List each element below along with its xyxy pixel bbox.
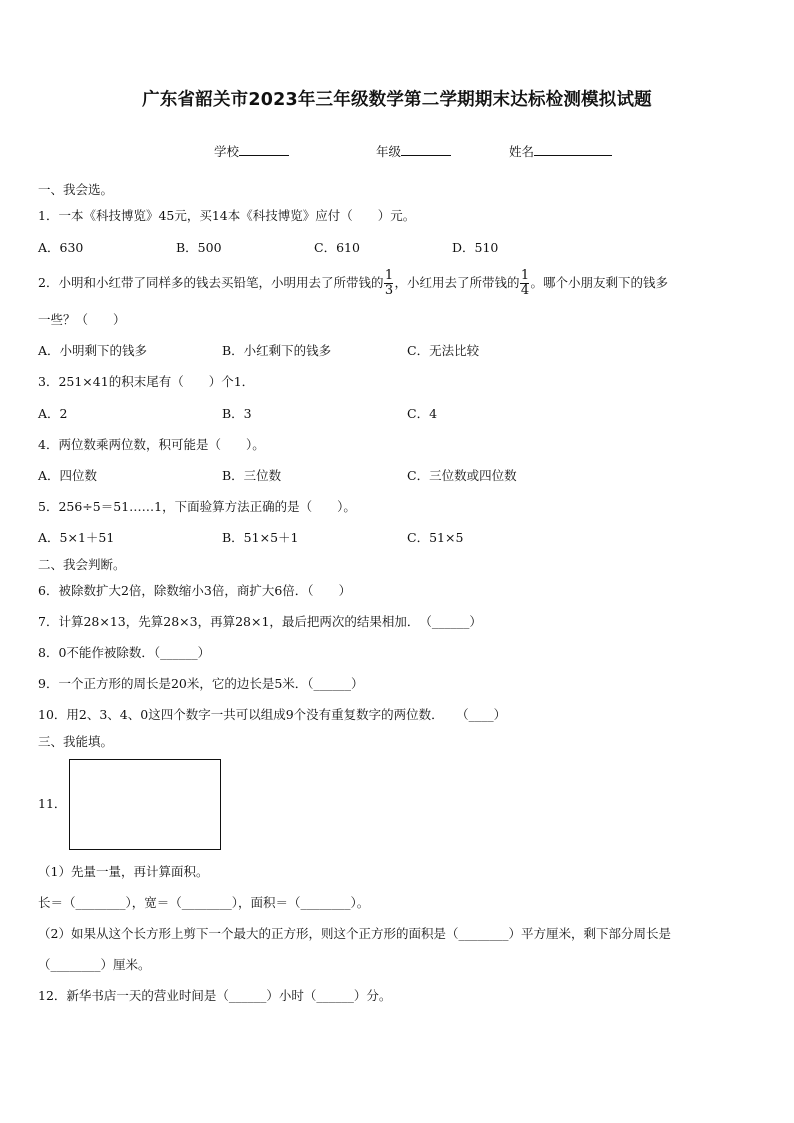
question-11-part-1: （1）先量一量，再计算面积。 [38,864,209,879]
question-10: 10．用2、3、4、0这四个数字一共可以组成9个没有重复数字的两位数． （____） [38,707,507,722]
section-2-heading: 二、我会判断。 [38,557,126,572]
grade-blank[interactable] [401,142,451,156]
fraction-one-third: $\frac{1}{3}$ [384,268,394,298]
grade-label: 年级 [376,144,402,159]
question-11-part-1-answers: 长＝（________），宽＝（________），面积＝（________）。 [38,895,370,910]
option-c[interactable]: C．4 [407,406,438,421]
question-2-text-a: 2．小明和小红带了同样多的钱去买铅笔，小明用去了所带钱的 [38,275,384,290]
option-d[interactable]: D．510 [452,240,499,255]
question-7: 7．计算28×13，先算28×3，再算28×1，最后把两次的结果相加． （______） [38,614,482,629]
question-11-label: 11． [38,796,67,811]
option-b[interactable]: B．51×5＋1 [222,530,299,545]
question-2-text-c: 。哪个小朋友剩下的钱多 [530,275,668,290]
question-3: 3．251×41的积末尾有（ ）个1． [38,374,255,389]
question-1: 1．一本《科技博览》45元，买14本《科技博览》应付（ ）元。 [38,208,416,223]
option-a[interactable]: A．四位数 [38,468,98,483]
question-11-part-2-cont: （________）厘米。 [38,957,151,972]
grade-field[interactable] [376,142,451,160]
name-label: 姓名 [509,144,535,159]
option-b[interactable]: B．小红剩下的钱多 [222,343,332,358]
section-1-heading: 一、我会选。 [38,182,114,197]
school-field[interactable] [214,142,289,160]
name-blank[interactable] [534,142,612,156]
option-b[interactable]: B．3 [222,406,252,421]
fraction-one-fourth: $\frac{1}{4}$ [520,268,530,298]
option-c[interactable]: C．610 [314,240,360,255]
option-c[interactable]: C．三位数或四位数 [407,468,517,483]
name-field[interactable] [509,142,612,160]
option-a[interactable]: A．630 [38,240,84,255]
question-2 [38,268,668,298]
option-a[interactable]: A．2 [38,406,68,421]
question-12: 12．新华书店一天的营业时间是（______）小时（______）分。 [38,988,392,1003]
option-c[interactable]: C．无法比较 [407,343,480,358]
question-2-text-b: ，小红用去了所带钱的 [394,275,520,290]
rectangle-figure [69,759,221,850]
school-blank[interactable] [239,142,289,156]
question-2-cont: 一些？（ ） [38,312,126,327]
question-8: 8．0不能作被除数．（______） [38,645,211,660]
section-3-heading: 三、我能填。 [38,734,114,749]
school-label: 学校 [214,144,240,159]
option-c[interactable]: C．51×5 [407,530,464,545]
option-a[interactable]: A．小明剩下的钱多 [38,343,148,358]
question-9: 9．一个正方形的周长是20米，它的边长是5米．（______） [38,676,364,691]
question-11-part-2: （2）如果从这个长方形上剪下一个最大的正方形，则这个正方形的面积是（________）平方厘米，剩下部分周长是 [38,926,671,941]
question-6: 6．被除数扩大2倍，除数缩小3倍，商扩大6倍．（ ） [38,583,352,598]
question-5: 5．256÷5＝51……1，下面验算方法正确的是（ ）。 [38,499,356,514]
option-a[interactable]: A．5×1＋51 [38,530,115,545]
option-b[interactable]: B．三位数 [222,468,282,483]
page-title: 广东省韶关市2023年三年级数学第二学期期末达标检测模拟试题 [142,90,652,110]
question-4: 4．两位数乘两位数，积可能是（ ）。 [38,437,265,452]
option-b[interactable]: B．500 [176,240,222,255]
